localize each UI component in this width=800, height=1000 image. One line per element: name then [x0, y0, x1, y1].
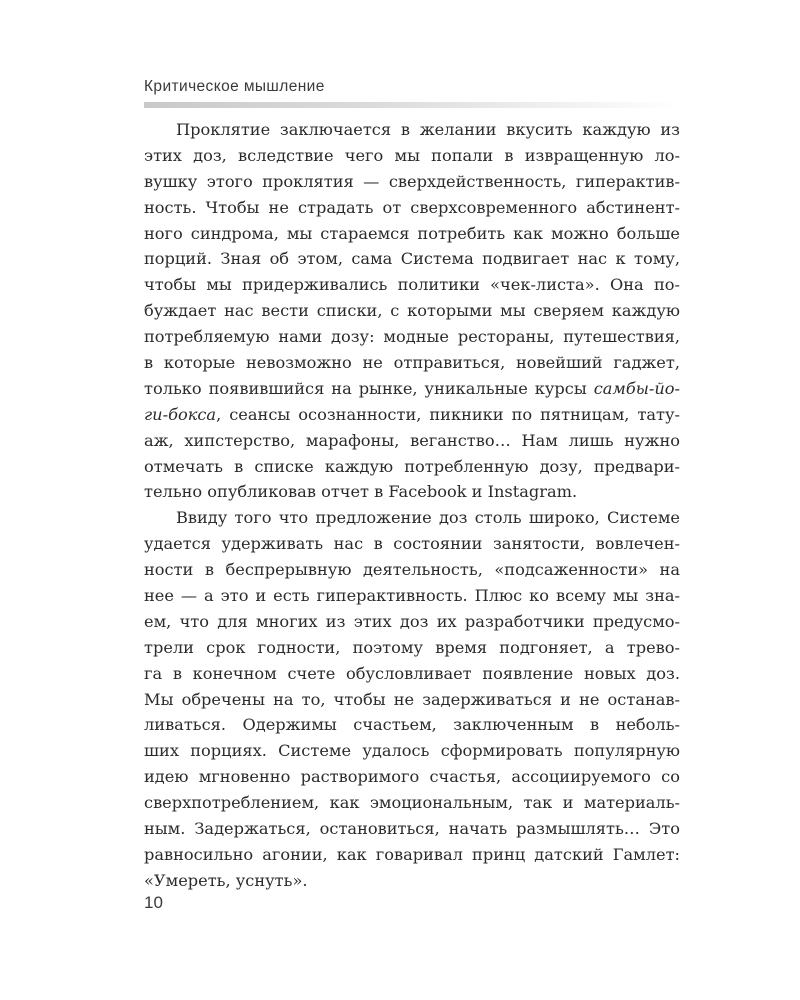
text-run: ших порциях. Системе удалось сформировать популярную	[144, 741, 680, 761]
text-run: только появившийся на рынке, уникальные курсы	[144, 378, 594, 398]
paragraph-1-line	[144, 221, 680, 247]
text-run: «Умереть, уснуть».	[144, 870, 308, 890]
paragraph-2-line	[144, 635, 680, 661]
paragraph-1-line	[144, 298, 680, 324]
text-run: идею мгновенно растворимого счастья, ассоциируемого со	[144, 767, 680, 787]
text-run: Проклятие заключается в желании вкусить каждую из	[176, 120, 680, 139]
text-run: ного синдрома, мы стараемся потребить как можно больше	[144, 223, 680, 243]
paragraph-1-line	[144, 454, 680, 480]
paragraph-2-line	[144, 583, 680, 609]
paragraph-1-line	[144, 479, 680, 505]
paragraph-2-line	[144, 531, 680, 557]
paragraph-2-line	[144, 790, 680, 816]
paragraph-2-line	[144, 712, 680, 738]
text-run: ем, что для многих из этих доз их разработчики предусмо-	[144, 611, 680, 631]
text-run: трели срок годности, поэтому время подгоняет, а трево-	[144, 637, 680, 657]
italic-text: ги-бокса	[144, 404, 217, 424]
text-run: Ввиду того что предложение доз столь широко, Системе	[176, 508, 680, 528]
text-run: отмечать в списке каждую потребленную дозу, предвари-	[144, 456, 680, 476]
paragraph-1-line	[144, 350, 680, 376]
paragraph-1-line	[144, 169, 680, 195]
text-run: этих доз, вследствие чего мы попали в извращенную ло-	[144, 145, 680, 165]
text-run: чтобы мы придерживались политики «чек-листа». Она по-	[144, 275, 680, 295]
text-run: вушку этого проклятия — сверхдейственность, гиперактив-	[144, 171, 680, 191]
text-run: порций. Зная об этом, сама Система подвигает нас к тому,	[144, 249, 680, 269]
paragraph-1-line	[144, 324, 680, 350]
paragraph-2-line	[144, 687, 680, 713]
text-run: Мы обречены на то, чтобы не задерживаться и не останав-	[144, 689, 680, 709]
page-number: 10	[144, 893, 163, 912]
paragraph-2-line	[144, 764, 680, 790]
italic-text: самбы-йо-	[593, 378, 680, 398]
text-run: потребляемую нами дозу: модные рестораны, путешествия,	[144, 327, 680, 347]
text-run: буждает нас вести списки, с которыми мы сверяем каждую	[144, 301, 680, 321]
paragraph-2-line	[144, 868, 680, 894]
paragraph-1-line	[144, 376, 680, 402]
paragraph-2-line	[144, 842, 680, 868]
text-run: тельно опубликовав отчет в Facebook и Instagram.	[144, 482, 578, 502]
paragraph-1-line	[144, 117, 680, 143]
paragraph-2-line	[144, 609, 680, 635]
paragraph-1-line	[144, 402, 680, 428]
paragraph-2-line	[144, 557, 680, 583]
paragraph-2-line	[144, 661, 680, 687]
text-run: аж, хипстерство, марафоны, веганство… Нам лишь нужно	[144, 430, 680, 450]
paragraph-1-line	[144, 246, 680, 272]
text-run: удается удерживать нас в состоянии занятости, вовлечен-	[144, 534, 680, 554]
text-run: сверхпотреблением, как эмоциональным, так и материаль-	[144, 793, 680, 813]
text-run: ности в беспрерывную деятельность, «подсаженности» на	[144, 560, 680, 580]
text-run: нее — а это и есть гиперактивность. Плюс ко всему мы зна-	[144, 586, 680, 606]
paragraph-2-line	[144, 816, 680, 842]
text-run: ным. Задержаться, остановиться, начать размышлять… Это	[144, 819, 680, 839]
paragraph-1-line	[144, 195, 680, 221]
paragraph-2-line	[144, 505, 680, 531]
paragraph-1-line	[144, 143, 680, 169]
text-run: равносильно агонии, как говаривал принц датский Гамлет:	[144, 844, 680, 864]
text-run: ность. Чтобы не страдать от сверхсовременного абстинент-	[144, 197, 680, 217]
paragraph-1-line	[144, 428, 680, 454]
text-run: га в конечном счете обусловливает появление новых доз.	[144, 663, 680, 683]
text-run: ливаться. Одержимы счастьем, заключенным в неболь-	[144, 715, 680, 735]
paragraph-1-line	[144, 272, 680, 298]
body-text	[144, 117, 680, 894]
running-title: Критическое мышление	[144, 78, 325, 95]
header-rule	[144, 102, 680, 108]
paragraph-2-line	[144, 738, 680, 764]
text-run: , сеансы осознанности, пикники по пятницам, тату-	[216, 404, 680, 424]
text-run: в которые невозможно не отправиться, новейший гаджет,	[144, 353, 680, 373]
